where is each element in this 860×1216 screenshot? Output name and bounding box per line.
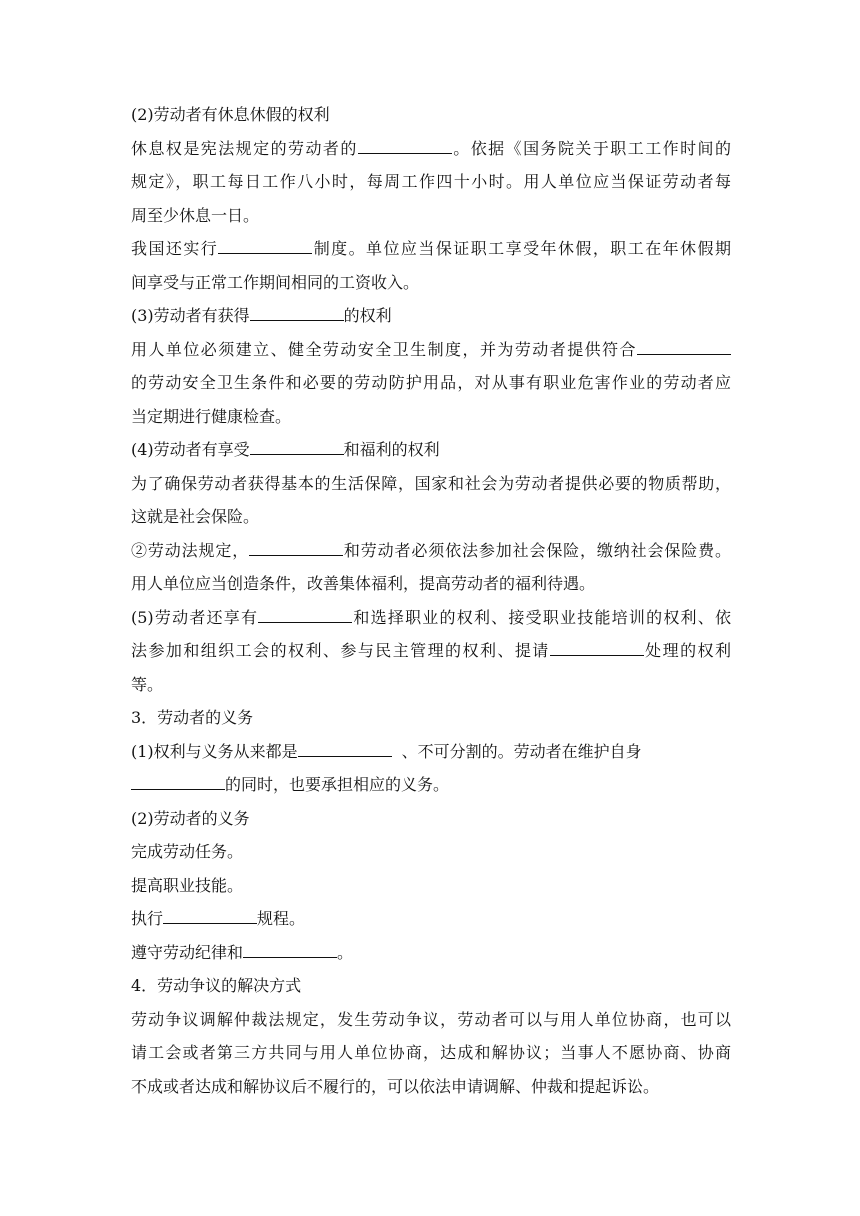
paragraph-line bbox=[131, 467, 731, 501]
paragraph-line bbox=[131, 366, 731, 400]
fill-in-blank[interactable] bbox=[243, 940, 337, 958]
paragraph-line bbox=[131, 500, 731, 534]
paragraph-line bbox=[131, 333, 731, 367]
paragraph-line bbox=[131, 1036, 731, 1070]
paragraph-line bbox=[131, 199, 731, 233]
text: 和劳动者必须依法参加社会保险，缴纳社会保险费。 bbox=[343, 540, 731, 560]
paragraph-line bbox=[131, 266, 731, 300]
text: 。 bbox=[337, 942, 354, 962]
paragraph-line bbox=[131, 634, 731, 668]
fill-in-blank[interactable] bbox=[298, 739, 392, 757]
text: 周至少休息一日。 bbox=[131, 205, 260, 225]
text: 。依据《国务院关于职工工作时间的 bbox=[451, 138, 731, 158]
paragraph-line bbox=[131, 668, 731, 702]
fill-in-blank[interactable] bbox=[550, 638, 644, 656]
text: 规程。 bbox=[257, 909, 306, 928]
text: (5)劳动者还享有 bbox=[131, 607, 259, 627]
paragraph-line bbox=[131, 132, 731, 166]
list-item bbox=[131, 902, 731, 936]
text: 处理的权利 bbox=[643, 641, 731, 660]
paragraph-line bbox=[131, 1070, 731, 1104]
text: 我国还实行 bbox=[131, 239, 219, 258]
text: 的同时，也要承担相应的义务。 bbox=[225, 775, 450, 794]
paragraph-line bbox=[131, 232, 731, 266]
heading-safety-right bbox=[131, 299, 731, 333]
list-item bbox=[131, 869, 731, 903]
list-item bbox=[131, 835, 731, 869]
fill-in-blank[interactable] bbox=[358, 136, 452, 154]
text: 4．劳动争议的解决方式 bbox=[131, 976, 302, 995]
list-item bbox=[131, 936, 731, 970]
paragraph-line bbox=[131, 735, 731, 769]
text: 规定》，职工每日工作八小时，每周工作四十小时。用人单位应当保证劳动者每 bbox=[131, 172, 731, 191]
paragraph-line bbox=[131, 165, 731, 199]
text: 3．劳动者的义务 bbox=[131, 708, 254, 727]
paragraph-line bbox=[131, 534, 731, 568]
text: (2)劳动者有休息休假的权利 bbox=[131, 105, 330, 124]
text: 提高职业技能。 bbox=[131, 875, 244, 895]
text: 这就是社会保险。 bbox=[131, 507, 260, 526]
text: 请工会或者第三方共同与用人单位协商，达成和解协议；当事人不愿协商、协商 bbox=[131, 1043, 731, 1062]
fill-in-blank[interactable] bbox=[250, 437, 344, 455]
text: 休息权是宪法规定的劳动者的 bbox=[131, 138, 358, 158]
text: (2)劳动者的义务 bbox=[131, 808, 250, 828]
section-heading-dispute bbox=[131, 969, 731, 1003]
text: 用人单位必须建立、健全劳动安全卫生制度，并为劳动者提供符合 bbox=[131, 339, 637, 359]
text: (4)劳动者有享受 bbox=[131, 440, 250, 459]
fill-in-blank[interactable] bbox=[218, 236, 312, 254]
paragraph-line bbox=[131, 768, 731, 802]
section-heading-duties bbox=[131, 701, 731, 735]
text: 、不可分割的。劳动者在维护自身 bbox=[401, 741, 642, 761]
text: 法参加和组织工会的权利、参与民主管理的权利、提请 bbox=[131, 641, 550, 660]
paragraph-line bbox=[131, 1003, 731, 1037]
paragraph-line bbox=[131, 400, 731, 434]
fill-in-blank[interactable] bbox=[258, 605, 352, 623]
text: ②劳动法规定， bbox=[131, 540, 250, 560]
text: 和福利的权利 bbox=[343, 440, 440, 459]
text: 劳动争议调解仲裁法规定，发生劳动争议，劳动者可以与用人单位协商，也可以 bbox=[131, 1009, 731, 1029]
text: 当定期进行健康检查。 bbox=[131, 406, 292, 426]
text: 不成或者达成和解协议后不履行的，可以依法申请调解、仲裁和提起诉讼。 bbox=[131, 1076, 660, 1096]
text: 和选择职业的权利、接受职业技能培训的权利、依 bbox=[352, 607, 731, 627]
text: (1)权利与义务从来都是 bbox=[131, 741, 298, 761]
heading-insurance-right bbox=[131, 433, 731, 467]
text: 遵守劳动纪律和 bbox=[131, 942, 244, 962]
text: 的劳动安全卫生条件和必要的劳动防护用品，对从事有职业危害作业的劳动者应 bbox=[131, 373, 731, 392]
fill-in-blank[interactable] bbox=[249, 538, 343, 556]
text: 等。 bbox=[131, 674, 164, 694]
text: 的权利 bbox=[343, 306, 392, 325]
text: 完成劳动任务。 bbox=[131, 842, 244, 861]
text: (3)劳动者有获得 bbox=[131, 306, 250, 325]
fill-in-blank[interactable] bbox=[250, 303, 344, 321]
paragraph-line bbox=[131, 567, 731, 601]
text: 制度。单位应当保证职工享受年休假，职工在年休假期 bbox=[312, 239, 731, 258]
text: 用人单位应当创造条件，改善集体福利，提高劳动者的福利待遇。 bbox=[131, 574, 596, 593]
text: 执行 bbox=[131, 909, 164, 928]
text: 间享受与正常工作期间相同的工资收入。 bbox=[131, 272, 420, 292]
heading-rest-right bbox=[131, 98, 731, 132]
document-body bbox=[131, 98, 731, 1103]
heading-duties-list bbox=[131, 802, 731, 836]
heading-other-rights bbox=[131, 601, 731, 635]
text: 为了确保劳动者获得基本的生活保障，国家和社会为劳动者提供必要的物质帮助， bbox=[131, 473, 731, 493]
fill-in-blank[interactable] bbox=[637, 337, 731, 355]
fill-in-blank[interactable] bbox=[163, 906, 257, 924]
fill-in-blank[interactable] bbox=[131, 772, 225, 790]
